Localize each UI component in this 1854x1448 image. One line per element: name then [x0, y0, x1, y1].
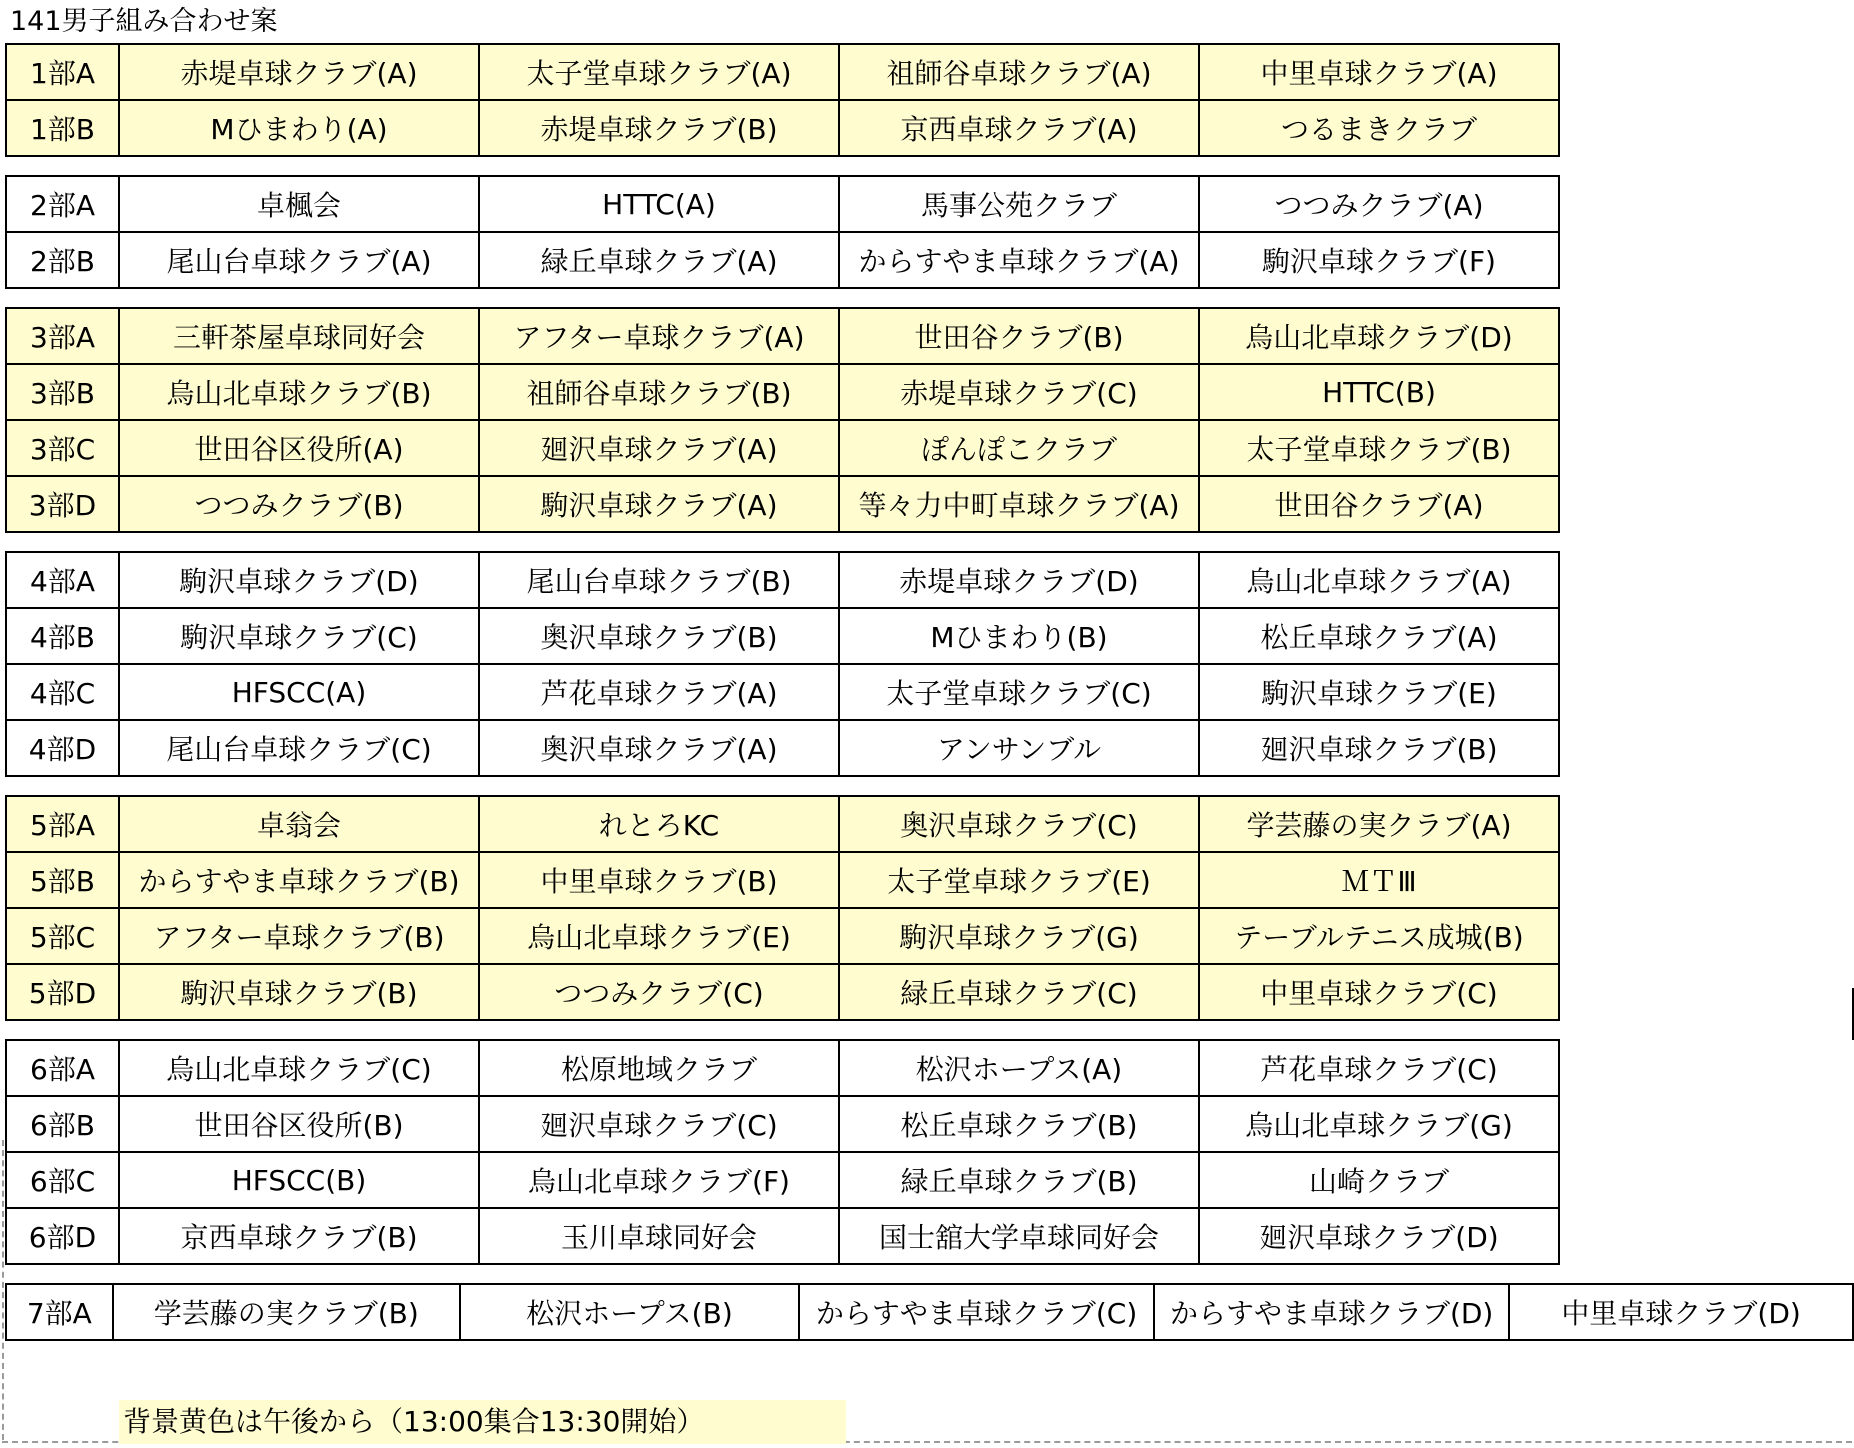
table-row: [6, 476, 1559, 532]
table-row: [6, 720, 1559, 776]
team-cell[interactable]: 松沢ホープス(B): [460, 1284, 799, 1340]
team-cell[interactable]: 卓翁会: [119, 796, 479, 852]
league-grid: [5, 43, 1854, 1341]
team-cell[interactable]: 烏山北卓球クラブ(A): [1199, 552, 1559, 608]
table-row: [6, 1284, 1853, 1340]
team-cell[interactable]: 松原地域クラブ: [479, 1040, 839, 1096]
team-cell[interactable]: 松丘卓球クラブ(A): [1199, 608, 1559, 664]
team-cell[interactable]: アフター卓球クラブ(A): [479, 308, 839, 364]
division-label[interactable]: 4部C: [6, 664, 119, 720]
team-cell[interactable]: 世田谷区役所(B): [119, 1096, 479, 1152]
division-label[interactable]: 1部A: [6, 44, 119, 100]
division-label[interactable]: 5部D: [6, 964, 119, 1020]
table-row: [6, 796, 1559, 852]
division-label[interactable]: 6部C: [6, 1152, 119, 1208]
team-cell[interactable]: 駒沢卓球クラブ(E): [1199, 664, 1559, 720]
team-cell[interactable]: 等々力中町卓球クラブ(A): [839, 476, 1199, 532]
division-label[interactable]: 4部D: [6, 720, 119, 776]
team-cell[interactable]: 太子堂卓球クラブ(B): [1199, 420, 1559, 476]
team-cell[interactable]: 烏山北卓球クラブ(E): [479, 908, 839, 964]
team-cell[interactable]: 駒沢卓球クラブ(D): [119, 552, 479, 608]
team-cell[interactable]: つつみクラブ(A): [1199, 176, 1559, 232]
block-spacer: [5, 533, 1854, 551]
team-cell[interactable]: 奥沢卓球クラブ(B): [479, 608, 839, 664]
table-row: [6, 232, 1559, 288]
team-cell[interactable]: 松丘卓球クラブ(B): [839, 1096, 1199, 1152]
division-label[interactable]: 3部D: [6, 476, 119, 532]
table-row: [6, 420, 1559, 476]
team-cell[interactable]: 馬事公苑クラブ: [839, 176, 1199, 232]
team-cell[interactable]: 駒沢卓球クラブ(C): [119, 608, 479, 664]
division-label[interactable]: 2部B: [6, 232, 119, 288]
team-cell[interactable]: 烏山北卓球クラブ(C): [119, 1040, 479, 1096]
team-cell[interactable]: 松沢ホープス(A): [839, 1040, 1199, 1096]
team-cell[interactable]: ぽんぽこクラブ: [839, 420, 1199, 476]
team-cell[interactable]: 中里卓球クラブ(D): [1509, 1284, 1853, 1340]
division-label[interactable]: 2部A: [6, 176, 119, 232]
team-cell[interactable]: 芦花卓球クラブ(A): [479, 664, 839, 720]
team-cell[interactable]: からすやま卓球クラブ(A): [839, 232, 1199, 288]
team-cell[interactable]: 赤堤卓球クラブ(A): [119, 44, 479, 100]
team-cell[interactable]: Mひまわり(B): [839, 608, 1199, 664]
team-cell[interactable]: HFSCC(B): [119, 1152, 479, 1208]
block-spacer: [5, 289, 1854, 307]
team-cell[interactable]: 駒沢卓球クラブ(A): [479, 476, 839, 532]
block-spacer: [5, 1021, 1854, 1039]
division-block: [5, 43, 1560, 157]
division-label[interactable]: 6部A: [6, 1040, 119, 1096]
team-cell[interactable]: れとろKC: [479, 796, 839, 852]
table-row: [6, 852, 1559, 908]
table-row: [6, 608, 1559, 664]
team-cell[interactable]: からすやま卓球クラブ(B): [119, 852, 479, 908]
team-cell[interactable]: つるまきクラブ: [1199, 100, 1559, 156]
team-cell[interactable]: 駒沢卓球クラブ(G): [839, 908, 1199, 964]
team-cell[interactable]: つつみクラブ(B): [119, 476, 479, 532]
table-row: [6, 364, 1559, 420]
team-cell[interactable]: 赤堤卓球クラブ(C): [839, 364, 1199, 420]
team-cell[interactable]: 太子堂卓球クラブ(E): [839, 852, 1199, 908]
division-block: [5, 307, 1560, 533]
table-row: [6, 1152, 1559, 1208]
team-cell[interactable]: 学芸藤の実クラブ(A): [1199, 796, 1559, 852]
team-cell[interactable]: 尾山台卓球クラブ(B): [479, 552, 839, 608]
team-cell[interactable]: ＭＴⅢ: [1199, 852, 1559, 908]
division-label[interactable]: 4部B: [6, 608, 119, 664]
team-cell[interactable]: アフター卓球クラブ(B): [119, 908, 479, 964]
division-label[interactable]: 3部B: [6, 364, 119, 420]
team-cell[interactable]: Mひまわり(A): [119, 100, 479, 156]
division-block: [5, 1283, 1854, 1341]
team-cell[interactable]: 国士舘大学卓球同好会: [839, 1208, 1199, 1264]
page-title: 141男子組み合わせ案: [10, 6, 278, 37]
team-cell[interactable]: HTTC(A): [479, 176, 839, 232]
team-cell[interactable]: 烏山北卓球クラブ(G): [1199, 1096, 1559, 1152]
team-cell[interactable]: HFSCC(A): [119, 664, 479, 720]
team-cell[interactable]: 駒沢卓球クラブ(F): [1199, 232, 1559, 288]
team-cell[interactable]: 尾山台卓球クラブ(C): [119, 720, 479, 776]
division-label[interactable]: 5部B: [6, 852, 119, 908]
team-cell[interactable]: 中里卓球クラブ(A): [1199, 44, 1559, 100]
division-block: [5, 795, 1560, 1021]
team-cell[interactable]: 京西卓球クラブ(B): [119, 1208, 479, 1264]
team-cell[interactable]: 山崎クラブ: [1199, 1152, 1559, 1208]
division-label[interactable]: 5部C: [6, 908, 119, 964]
division-label[interactable]: 7部A: [6, 1284, 113, 1340]
legend-note: 背景黄色は午後から（13:00集合13:30開始）: [119, 1400, 846, 1444]
team-cell[interactable]: 世田谷クラブ(B): [839, 308, 1199, 364]
table-row: [6, 964, 1559, 1020]
team-cell[interactable]: 祖師谷卓球クラブ(B): [479, 364, 839, 420]
division-label[interactable]: 5部A: [6, 796, 119, 852]
table-row: [6, 176, 1559, 232]
division-block: [5, 175, 1560, 289]
team-cell[interactable]: 赤堤卓球クラブ(D): [839, 552, 1199, 608]
team-cell[interactable]: 烏山北卓球クラブ(B): [119, 364, 479, 420]
division-label[interactable]: 1部B: [6, 100, 119, 156]
division-label[interactable]: 3部C: [6, 420, 119, 476]
team-cell[interactable]: つつみクラブ(C): [479, 964, 839, 1020]
table-row: [6, 100, 1559, 156]
team-cell[interactable]: 世田谷区役所(A): [119, 420, 479, 476]
team-cell[interactable]: 卓楓会: [119, 176, 479, 232]
team-cell[interactable]: 奥沢卓球クラブ(C): [839, 796, 1199, 852]
team-cell[interactable]: 芦花卓球クラブ(C): [1199, 1040, 1559, 1096]
team-cell[interactable]: 烏山北卓球クラブ(F): [479, 1152, 839, 1208]
team-cell[interactable]: 駒沢卓球クラブ(B): [119, 964, 479, 1020]
table-row: [6, 1040, 1559, 1096]
team-cell[interactable]: 太子堂卓球クラブ(C): [839, 664, 1199, 720]
block-spacer: [5, 777, 1854, 795]
block-spacer: [5, 157, 1854, 175]
division-block: [5, 551, 1560, 777]
table-row: [6, 1096, 1559, 1152]
table-row: [6, 664, 1559, 720]
team-cell[interactable]: 尾山台卓球クラブ(A): [119, 232, 479, 288]
team-cell[interactable]: からすやま卓球クラブ(D): [1154, 1284, 1509, 1340]
team-cell[interactable]: 緑丘卓球クラブ(A): [479, 232, 839, 288]
team-cell[interactable]: HTTC(B): [1199, 364, 1559, 420]
table-row: [6, 1208, 1559, 1264]
table-row: [6, 308, 1559, 364]
table-row: [6, 908, 1559, 964]
table-row: [6, 44, 1559, 100]
division-label[interactable]: 3部A: [6, 308, 119, 364]
team-cell[interactable]: 緑丘卓球クラブ(C): [839, 964, 1199, 1020]
team-cell[interactable]: アンサンブル: [839, 720, 1199, 776]
team-cell[interactable]: 学芸藤の実クラブ(B): [113, 1284, 460, 1340]
team-cell[interactable]: 中里卓球クラブ(B): [479, 852, 839, 908]
team-cell[interactable]: 玉川卓球同好会: [479, 1208, 839, 1264]
team-cell[interactable]: 廻沢卓球クラブ(D): [1199, 1208, 1559, 1264]
team-cell[interactable]: 廻沢卓球クラブ(B): [1199, 720, 1559, 776]
block-spacer: [5, 1265, 1854, 1283]
division-label[interactable]: 4部A: [6, 552, 119, 608]
team-cell[interactable]: 世田谷クラブ(A): [1199, 476, 1559, 532]
team-cell[interactable]: 祖師谷卓球クラブ(A): [839, 44, 1199, 100]
team-cell[interactable]: 廻沢卓球クラブ(C): [479, 1096, 839, 1152]
team-cell[interactable]: 緑丘卓球クラブ(B): [839, 1152, 1199, 1208]
team-cell[interactable]: テーブルテニス成城(B): [1199, 908, 1559, 964]
team-cell[interactable]: 赤堤卓球クラブ(B): [479, 100, 839, 156]
table-row: [6, 552, 1559, 608]
team-cell[interactable]: 京西卓球クラブ(A): [839, 100, 1199, 156]
page-break-line-vertical: [2, 1140, 4, 1440]
division-label[interactable]: 6部D: [6, 1208, 119, 1264]
team-cell[interactable]: 中里卓球クラブ(C): [1199, 964, 1559, 1020]
division-block: [5, 1039, 1560, 1265]
team-cell[interactable]: からすやま卓球クラブ(C): [799, 1284, 1154, 1340]
division-label[interactable]: 6部B: [6, 1096, 119, 1152]
team-cell[interactable]: 奥沢卓球クラブ(A): [479, 720, 839, 776]
team-cell[interactable]: 三軒茶屋卓球同好会: [119, 308, 479, 364]
team-cell[interactable]: 太子堂卓球クラブ(A): [479, 44, 839, 100]
team-cell[interactable]: 廻沢卓球クラブ(A): [479, 420, 839, 476]
team-cell[interactable]: 烏山北卓球クラブ(D): [1199, 308, 1559, 364]
